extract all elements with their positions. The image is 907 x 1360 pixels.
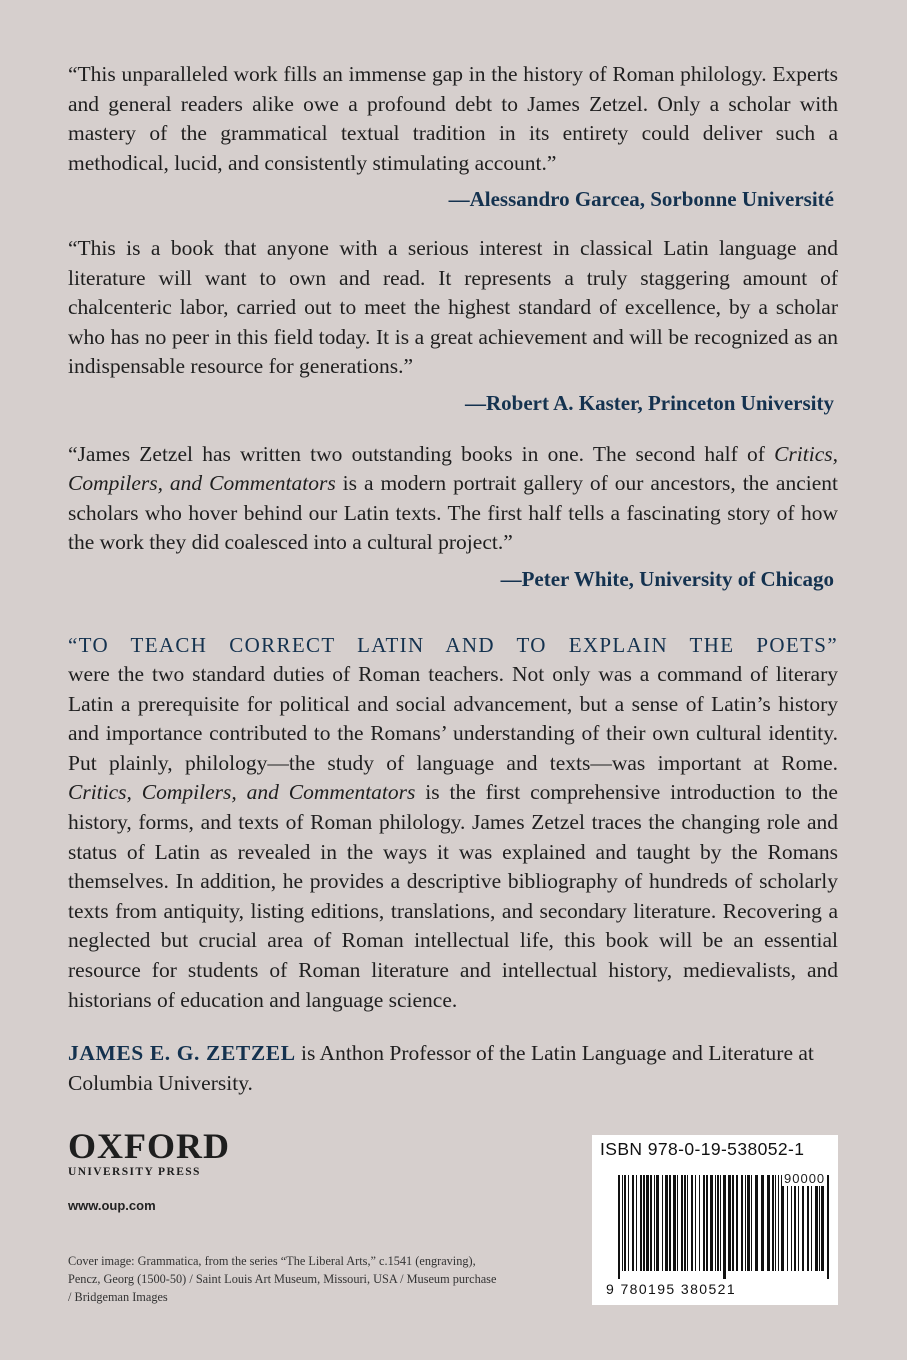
barcode-bar [681,1175,683,1271]
barcode-bar [736,1175,738,1271]
barcode-bar [673,1175,676,1271]
barcode-bar [807,1175,809,1271]
barcode-bar [728,1175,731,1271]
barcode-bar [811,1175,812,1271]
description-text-end: is the first comprehensive introduction to the history, forms, and texts of Roman philology. James Zetzel traces the changing role and status of Latin as revealed in the ways it was explained and taught by the Romans themselves. In addition, he provides a descriptive bibliography of hundreds of scholarly texts from antiquity, listing editions, translations, and secondary literature. Recovering a neglected but crucial area of Roman intellectual life, this book will be an essential resource for students of Roman literature and intellectual history, medievalists, and historians of education and language science. [68,780,838,1012]
barcode-bar [732,1175,734,1271]
cover-image-credit: Cover image: Grammatica, from the series “The Liberal Arts,” c.1541 (engraving), Pencz, Georg (1500-50) / Saint Louis Art Museum, Missouri, USA / Museum purchase / Bridgeman Images [68,1254,497,1304]
barcode-bar [747,1175,750,1271]
author-name: JAMES E. G. ZETZEL [68,1041,296,1066]
barcode-bar [699,1175,700,1271]
review-attribution-3: —Peter White, University of Chicago [500,566,834,591]
barcode-bar [791,1175,792,1271]
barcode-bar [622,1175,623,1271]
review-quote-3-end: is a modern portrait gallery of our ancestors, the ancient scholars who hover behind our Latin texts. The first half tells a fascinating story of how the work they did coalesced into a cultural project.” [68,471,838,554]
review-attribution-1: —Alessandro Garcea, Sorbonne Université [448,187,834,211]
ean-digits: 9 780195 380521 [606,1281,736,1297]
book-title-italic: Critics, Compilers, and Commentators [68,441,838,495]
barcode-bar [684,1175,686,1271]
barcode-bar [761,1175,764,1271]
barcode-bar [819,1175,820,1271]
author-bio-text: is Anthon Professor of the Latin Language and Literature at Columbia University. [68,1041,814,1095]
barcode-bar [815,1175,818,1271]
barcode-bar [695,1175,696,1271]
book-description [68,631,838,1016]
barcode-bar [654,1175,655,1271]
barcode-bar [767,1175,770,1271]
publisher-subname: UNIVERSITY PRESS [68,1166,201,1178]
barcode-bar [710,1175,713,1271]
barcode-bar [669,1175,671,1271]
barcode-bar [720,1175,721,1271]
publisher-url: www.oup.com [68,1198,156,1213]
barcode-bar [778,1175,779,1271]
barcode-bar [751,1175,752,1271]
barcode-bar [775,1175,776,1271]
barcode-bar [687,1175,688,1271]
barcode-bar [624,1175,626,1271]
barcode-bar [802,1175,804,1271]
barcode-bar [715,1175,716,1271]
barcode-bar [787,1175,788,1271]
barcode-bar [691,1175,693,1271]
barcode-bar [772,1175,774,1271]
barcode-bar [646,1175,649,1271]
isbn-label: ISBN 978-0-19-538052-1 [600,1139,805,1159]
barcode-bar [628,1175,629,1271]
isbn-barcode [592,1135,838,1305]
barcode-bar [636,1175,637,1271]
barcode-bar [741,1175,743,1271]
barcode-bar [798,1175,799,1271]
barcode-bar [632,1175,634,1271]
barcode-bar [656,1175,659,1271]
barcode-bar [650,1175,652,1271]
barcode-bar [677,1175,678,1271]
review-quote-3-start: “James Zetzel has written two outstanding books in one. The second half of [68,441,775,466]
price-code: 90000 [784,1171,826,1186]
barcode-bar [821,1175,824,1271]
barcode-bar [640,1175,642,1271]
review-quote-3 [68,440,838,558]
description-book-title: Critics, Compilers, and Commentators [68,780,416,805]
review-quote-1: “This unparalleled work fills an immense gap in the history of Roman philology. Experts and general readers alike owe a profound debt to James Zetzel. Only a scholar with mastery of the grammatical textual tradition in its entirety could deliver such a methodical, lucid, and consistently stimulating account.” [68,62,838,175]
barcode-bar [703,1175,705,1271]
publisher-name: OXFORD [68,1126,230,1166]
barcode-bar [723,1175,726,1279]
barcode-bar [781,1175,784,1271]
review-attribution-2: —Robert A. Kaster, Princeton University [465,390,834,415]
author-bio [68,1039,838,1098]
barcode-bar [665,1175,668,1271]
barcode-bar [794,1175,796,1271]
barcode-bar [717,1175,719,1271]
review-quote-2: “This is a book that anyone with a serious interest in classical Latin language and literature will want to own and read. It represents a truly staggering amount of chalcenteric labor, carried out to meet the highest standard of excellence, by a scholar who has no peer in this field today. It is a great achievement and will be recognized as an indispensable resource for generations.” [68,236,838,378]
back-cover-text [68,60,838,1098]
barcode-bar [755,1175,758,1271]
barcode-bar [662,1175,663,1271]
barcode-bar [706,1175,708,1271]
barcode-bar [618,1175,620,1279]
barcode-bars [592,1171,838,1283]
description-text-start: were the two standard duties of Roman teachers. Not only was a command of literary Latin a prerequisite for political and social advancement, but a sense of Latin’s history and importance contributed to the Romans’ understanding of their own cultural identity. Put plainly, philology—the study of language and texts—was important at Rome. [68,662,838,775]
description-heading: “TO TEACH CORRECT LATIN AND TO EXPLAIN THE POETS” [68,632,838,657]
barcode-bar [827,1175,829,1279]
barcode-bar [745,1175,746,1271]
barcode-bar [643,1175,645,1271]
publisher-logo [68,1128,238,1178]
